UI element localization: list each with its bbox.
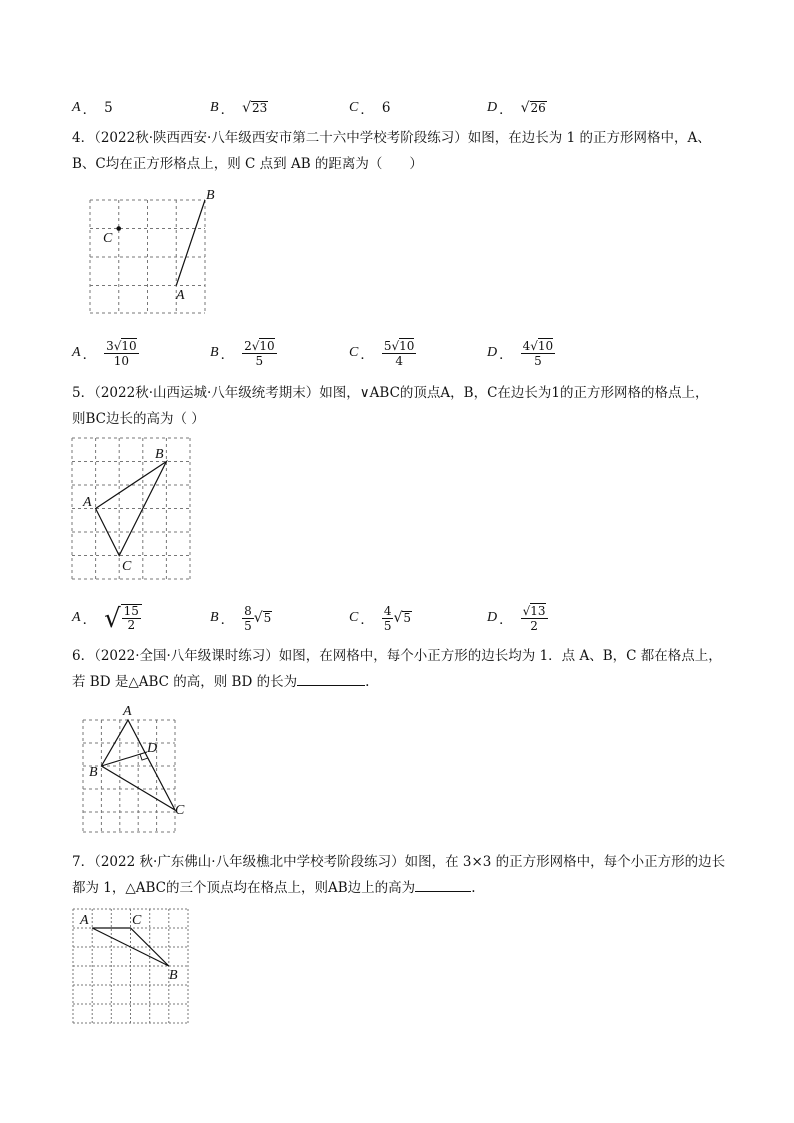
label-a: A [176,288,185,303]
q4-option-c[interactable]: C ． $\frac{5√10}{4}$ [349,338,415,368]
denominator: 5 [534,353,542,368]
numerator: 15 [123,604,139,618]
question-number: 5 [72,385,81,401]
q7-line2 [72,875,732,901]
question-number: 7 [72,854,81,870]
label-b: B [169,968,178,983]
numerator: 4 [383,603,392,618]
q5-option-d[interactable]: D ． $\frac{√13}{2}$ [487,603,546,633]
denominator: 5 [244,618,252,633]
option-letter: B [210,345,219,360]
question-text: 如图，在边长为 1 的正方形网格中，A、 [467,130,711,146]
option-letter: B [210,100,219,115]
q4-line1: 4．（2022秋·陕西西安·八年级西安市第二十六中学校考阶段练习）如图，在边长为 1 的正方形网格中，A、 [72,130,711,146]
radicand: 10 [399,338,415,353]
q5-options [72,598,732,638]
fraction: $\frac{5√10}{4}$ [383,338,415,368]
denominator: 2 [530,618,538,633]
option-letter: C [349,610,359,625]
denominator: 4 [395,353,403,368]
fraction: $\frac{3√10}{10}$ [106,338,137,368]
label-a: A [80,913,89,928]
sqrt-expression: √ $\frac{15}{2}$ [104,604,142,632]
q5-option-a[interactable]: A ． √ $\frac{15}{2}$ [72,598,142,638]
period: . [471,880,476,896]
sqrt-expression: √ 5 [253,610,272,626]
denominator: 5 [255,353,264,368]
q4-figure [80,185,230,315]
question-text: 都为 1，△ABC的三个顶点均在格点上，则AB边上的高为 [72,880,416,896]
sqrt-expression: √ 5 [393,610,412,626]
label-c: C [122,559,132,574]
point-c [116,226,121,231]
question-number: 4 [72,130,81,146]
period: . [365,674,370,690]
option-letter: A [72,610,81,625]
coef: 2 [244,338,252,353]
q5-figure [68,436,194,586]
q6-line1: 6．（2022·全国·八年级课时练习）如图，在网格中，每个小正方形的边长均为 1．点 A、B，C 都在格点上， [72,648,722,664]
option-letter: D [487,610,498,625]
q3-option-b[interactable]: B ． √ 23 [210,100,268,118]
radicand: 23 [251,101,268,115]
q7-figure [70,905,192,1027]
label-b: B [206,188,215,203]
label-b: B [155,447,164,462]
label-c: C [175,803,185,818]
grid [90,200,205,313]
label-a: A [123,704,132,719]
question-text: 如图，在 3×3 的正方形网格中，每个小正方形的边长 [404,854,726,870]
option-letter: D [487,345,498,360]
question-source: （2022秋·山西运城·八年级统考期末） [94,385,320,401]
q7-stem [72,849,732,901]
q4-stem [72,125,732,177]
radicand: 26 [530,101,546,115]
sqrt-expression: √ 26 [520,100,546,116]
radicand: 5 [403,611,412,625]
coef: 5 [383,338,392,353]
q5-line2: 则BC边长的高为（ ） [72,411,205,427]
q4-option-a[interactable]: A ． $\frac{3√10}{10}$ [72,338,137,368]
fraction: $\frac{4√10}{5}$ [522,338,554,368]
option-value: 6 [381,100,391,116]
option-letter: C [349,345,359,360]
answer-blank[interactable] [297,673,365,686]
label-d: D [147,741,158,756]
denominator: 2 [127,618,136,632]
option-letter: D [487,100,498,115]
q4-line2: B、C均在正方形格点上，则 C 点到 AB 的距离为（ ） [72,156,423,172]
segment-ab [176,200,205,286]
question-text: 若 BD 是△ABC 的高，则 BD 的长为 [72,674,298,690]
q3-option-d[interactable]: D ． √ 26 [487,100,546,118]
q6-stem [72,643,732,695]
fraction [242,604,254,633]
fraction [382,604,394,633]
question-text: 如图，∨ABC的顶点A，B，C在边长为1的正方形网格的格点上， [319,385,709,401]
fraction: $\frac{2√10}{5}$ [244,338,275,368]
option-value: 5 [104,100,113,116]
numerator: 8 [244,603,252,618]
q4-option-b[interactable]: B ． $\frac{2√10}{5}$ [210,338,275,368]
fraction: $\frac{√13}{2}$ [522,603,546,633]
q4-option-d[interactable]: D ． $\frac{4√10}{5}$ [487,338,554,368]
option-letter: B [210,610,219,625]
q3-options [72,91,732,125]
question-source: （2022 秋·广东佛山·八年级樵北中学校考阶段练习） [94,854,405,870]
option-letter: A [72,100,81,115]
label-c: C [103,231,113,246]
question-number: 6 [72,648,81,664]
denominator: 5 [383,618,392,633]
label-b: B [89,765,98,780]
q3-option-c[interactable]: C ． 6 [349,100,391,118]
q3-option-a[interactable]: A ． 5 [72,100,113,118]
q5-stem [72,380,732,432]
coef: 4 [522,338,531,353]
q5-option-c[interactable]: C ． $\frac{4}{5}$ √ 5 [349,603,412,633]
label-a: A [83,495,92,510]
question-source: （2022秋·陕西西安·八年级西安市第二十六中学校考阶段练习） [94,130,468,146]
radicand: 13 [530,603,546,618]
q4-options [72,336,732,370]
sqrt-expression: √ 23 [242,100,268,116]
answer-blank[interactable] [415,879,471,892]
option-letter: A [72,345,81,360]
radicand: 10 [537,338,554,353]
radicand: 10 [121,338,137,353]
q7-line1: 7．（2022 秋·广东佛山·八年级樵北中学校考阶段练习）如图，在 3×3 的正方形网格中，每个小正方形的边长 [72,854,726,870]
radicand: 10 [259,338,275,353]
grid [73,909,188,1023]
triangle-abc [96,462,167,556]
q6-line2 [72,669,732,695]
coef: 3 [106,338,114,353]
q6-figure [78,700,190,836]
question-text: 如图，在网格中，每个小正方形的边长均为 1．点 A、B，C 都在格点上， [278,648,722,664]
q5-line1: 5．（2022秋·山西运城·八年级统考期末）如图，∨ABC的顶点A，B，C在边长为1的正方形网格的格点上， [72,385,709,401]
label-c: C [132,913,142,928]
q5-option-b[interactable]: B ． $\frac{8}{5}$ √ 5 [210,603,272,633]
radicand: 5 [263,611,272,625]
question-source: （2022·全国·八年级课时练习） [94,648,279,664]
denominator: 10 [113,353,129,368]
option-letter: C [349,100,359,115]
